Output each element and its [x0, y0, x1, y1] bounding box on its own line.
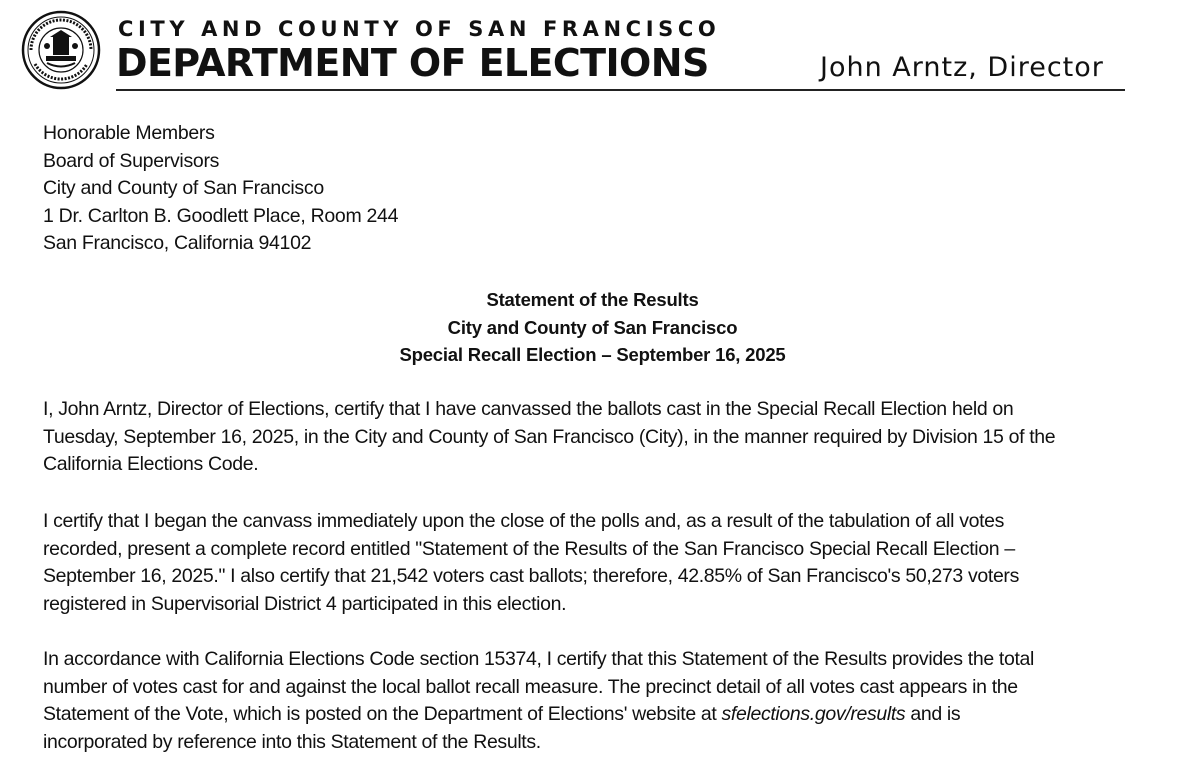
paragraph-line — [43, 701, 1153, 729]
paragraph-line: September 16, 2025." I also certify that 21,542 voters cast ballots; therefore, 42.85% of San Francisco's 50,273 voters — [43, 565, 1019, 587]
department-heading: DEPARTMENT OF ELECTIONS — [116, 41, 709, 85]
paragraph-text: and is — [905, 703, 961, 725]
addressee-line: Honorable Members — [43, 122, 215, 144]
header-divider — [116, 89, 1125, 91]
paragraph-line: registered in Supervisorial District 4 participated in this election. — [43, 592, 567, 615]
paragraph-line: number of votes cast for and against the local ballot recall measure. The precinct detail of all votes cast appears in the — [43, 675, 1018, 698]
city-county-heading: CITY AND COUNTY OF SAN FRANCISCO — [118, 17, 721, 41]
statement-title-line: Special Recall Election – September 16, 2025 — [399, 344, 786, 365]
statement-title-line: Statement of the Results — [486, 289, 699, 310]
paragraph-line: incorporated by reference into this Statement of the Results. — [43, 730, 541, 753]
director-name: John Arntz, Director — [820, 52, 1104, 83]
elections-code-paragraph — [43, 646, 1153, 756]
addressee-line: Board of Supervisors — [43, 149, 220, 172]
paragraph-text: Statement of the Vote, which is posted on the Department of Elections' website at — [43, 703, 722, 725]
results-website-link[interactable]: sfelections.gov/results — [721, 703, 906, 725]
paragraph-line: In accordance with California Elections Code section 15374, I certify that this Statement of the Results provides the total — [43, 648, 1035, 670]
certification-paragraph — [43, 396, 1153, 479]
addressee-line: San Francisco, California 94102 — [43, 232, 312, 254]
statement-title — [0, 286, 1185, 369]
canvass-paragraph — [43, 508, 1153, 618]
addressee-block — [43, 120, 398, 258]
addressee-line: City and County of San Francisco — [43, 177, 324, 199]
paragraph-line: I, John Arntz, Director of Elections, certify that I have canvassed the ballots cast in the Special Recall Election held on — [43, 398, 1014, 420]
addressee-line: 1 Dr. Carlton B. Goodlett Place, Room 244 — [43, 204, 399, 227]
statement-title-line: City and County of San Francisco — [447, 316, 738, 338]
city-seal-logo — [17, 10, 107, 90]
paragraph-line: I certify that I began the canvass immediately upon the close of the polls and, as a result of the tabulation of all votes — [43, 510, 1005, 532]
paragraph-line: California Elections Code. — [43, 453, 259, 475]
paragraph-line: recorded, present a complete record entitled "Statement of the Results of the San Francisco Special Recall Election – — [43, 537, 1015, 560]
paragraph-line: Tuesday, September 16, 2025, in the City and County of San Francisco (City), in the manner required by Division 15 of the — [43, 425, 1056, 448]
